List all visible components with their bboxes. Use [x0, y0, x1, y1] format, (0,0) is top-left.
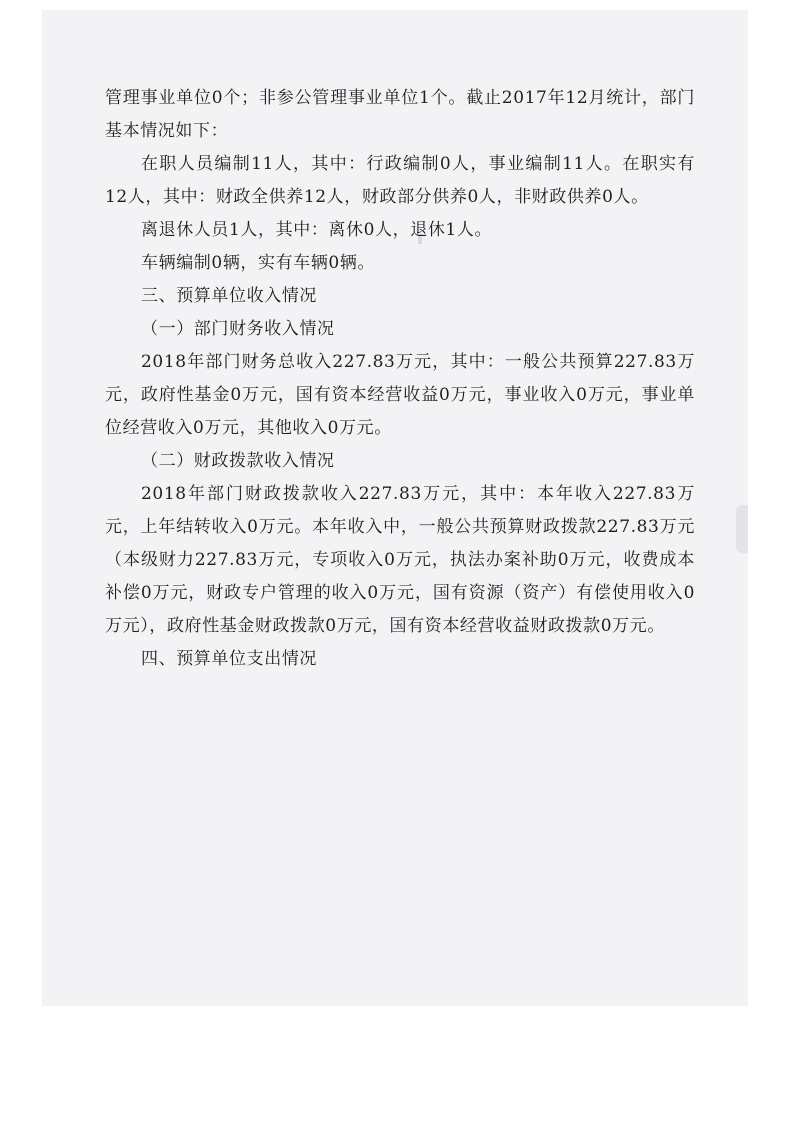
section-heading-expenditure: 四、预算单位支出情况	[141, 649, 317, 669]
paragraph-staffing: 在职人员编制11人，其中：行政编制0人，事业编制11人。在职实有12人，其中：财政全供养12人，财政部分供养0人，非财政供养0人。	[105, 154, 695, 207]
paragraph-appropriation-income: 2018年部门财政拨款收入227.83万元，其中：本年收入227.83万元，上年结转收入0万元。本年收入中，一般公共预算财政拨款227.83万元（本级财力227.83万元，专项收入0万元，执法办案补助0万元，收费成本补偿0万元，财政专户管理的收入0万元，国有资源（资产）有偿使用收入0万元），政府性基金财政拨款0万元，国有资本经营收益财政拨款0万元。	[105, 484, 695, 636]
paragraph-unit-count: 管理事业单位0个；非参公管理事业单位1个。截止2017年12月统计，部门基本情况如下：	[105, 88, 695, 141]
paragraph-vehicles: 车辆编制0辆，实有车辆0辆。	[141, 253, 376, 273]
paragraph-financial-income: 2018年部门财务总收入227.83万元，其中：一般公共预算227.83万元，政府性基金0万元，国有资本经营收益0万元，事业收入0万元，事业单位经营收入0万元，其他收入0万元。	[105, 352, 695, 438]
document-body	[105, 82, 695, 676]
paragraph-retirees: 离退休人员1人，其中：离休0人，退休1人。	[141, 220, 493, 240]
subheading-financial-income: （一）部门财务收入情况	[141, 319, 335, 339]
section-heading-income: 三、预算单位收入情况	[141, 286, 317, 306]
subheading-appropriation-income: （二）财政拨款收入情况	[141, 451, 335, 471]
page-edge-shadow	[736, 505, 748, 553]
